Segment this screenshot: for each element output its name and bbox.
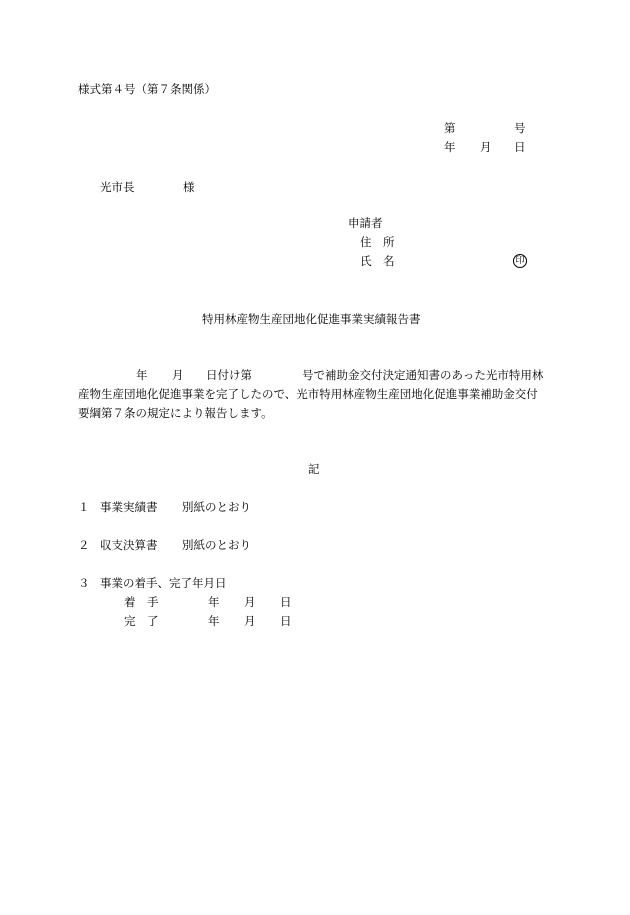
seal-icon: 印 bbox=[513, 254, 527, 268]
item-label: 収支決算書 bbox=[100, 538, 158, 552]
item-number: ３ bbox=[78, 576, 90, 590]
body-line1-rest: 号で補助金交付決定通知書のあった光市特用林 bbox=[302, 368, 544, 382]
body-year: 年 bbox=[136, 368, 148, 382]
addressee-honorific: 様 bbox=[183, 180, 195, 194]
doc-no-suffix: 号 bbox=[514, 121, 526, 135]
body-line2: 産物生産団地化促進事業を完了したので、光市特用林産物生産団地化促進事業補助金交付 bbox=[78, 387, 538, 401]
item-value: 別紙のとおり bbox=[182, 538, 251, 552]
date-row-month: 月 bbox=[244, 614, 256, 628]
applicant-name-label: 氏 名 bbox=[360, 254, 395, 268]
applicant-address-label: 住 所 bbox=[360, 235, 395, 249]
item-label: 事業の着手、完了年月日 bbox=[100, 576, 227, 590]
date-month: 月 bbox=[480, 140, 492, 154]
item-number: ２ bbox=[78, 538, 90, 552]
doc-no-prefix: 第 bbox=[444, 121, 456, 135]
document-title: 特用林産物生産団地化促進事業実績報告書 bbox=[202, 312, 421, 326]
date-row-label: 完 了 bbox=[124, 614, 159, 628]
date-row-day: 日 bbox=[280, 614, 292, 628]
applicant-title: 申請者 bbox=[348, 216, 383, 230]
date-row-year: 年 bbox=[208, 614, 220, 628]
item-number: １ bbox=[78, 500, 90, 514]
date-row-label: 着 手 bbox=[124, 595, 159, 609]
body-month: 月 bbox=[172, 368, 184, 382]
date-day: 日 bbox=[514, 140, 526, 154]
date-row-day: 日 bbox=[280, 595, 292, 609]
item-label: 事業実績書 bbox=[100, 500, 158, 514]
date-row-month: 月 bbox=[244, 595, 256, 609]
date-year: 年 bbox=[444, 140, 456, 154]
item-value: 別紙のとおり bbox=[182, 500, 251, 514]
addressee-mayor: 光市長 bbox=[100, 180, 135, 194]
date-row-year: 年 bbox=[208, 595, 220, 609]
body-line3: 要綱第７条の規定により報告します。 bbox=[78, 406, 273, 420]
body-day-no: 日付け第 bbox=[206, 368, 252, 382]
form-number: 様式第４号（第７条関係） bbox=[78, 82, 216, 96]
ki-heading: 記 bbox=[308, 462, 320, 476]
